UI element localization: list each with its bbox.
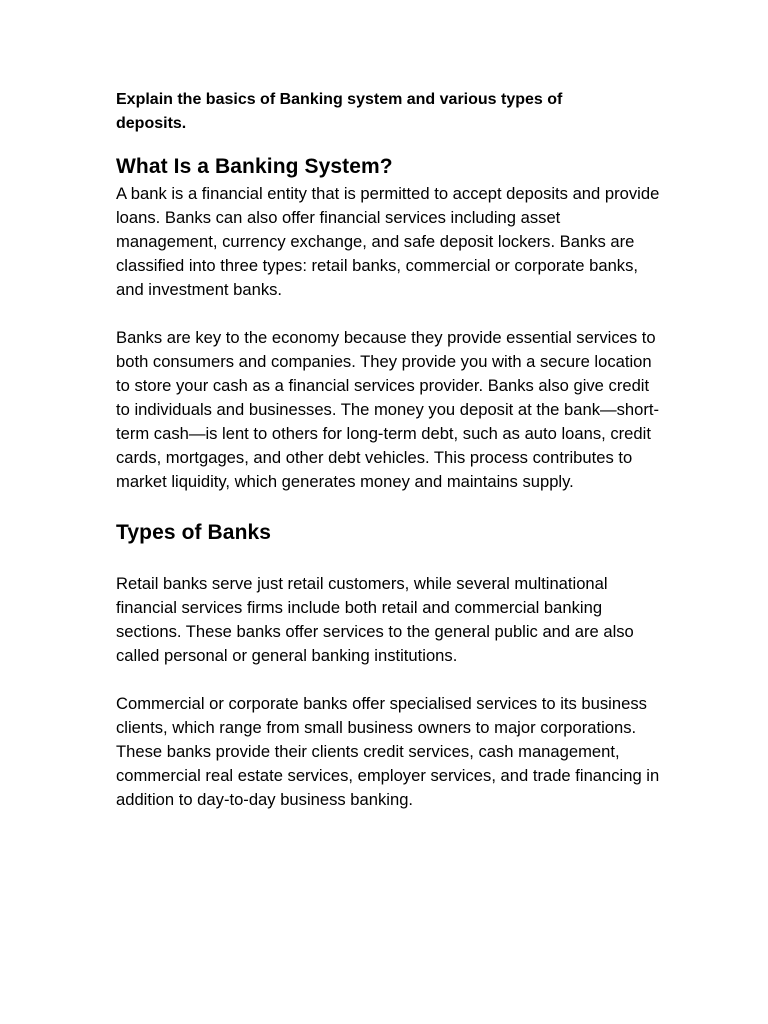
paragraph-bank-economy: Banks are key to the economy because they provide essential services to both consumers and companies. They provide you with a secure location to store your cash as a financial services provider. Banks also give credit to individuals and businesses. The money you deposit at the bank—short-term cash—is lent to others for long-term debt, such as auto loans, credit cards, mortgages, and other debt vehicles. This process contributes to market liquidity, which generates money and maintains supply. — [116, 328, 659, 491]
section-heading-banking-system: What Is a Banking System? — [116, 155, 393, 178]
paragraph-retail-banks: Retail banks serve just retail customers, while several multinational financial services firms include both retail and commercial banking sections. These banks offer services to the general public and are also called personal or general banking institutions. — [116, 574, 634, 665]
question-text: Explain the basics of Banking system and various types of deposits. — [116, 91, 563, 132]
section-heading-types-of-banks: Types of Banks — [116, 521, 272, 544]
paragraph-commercial-banks: Commercial or corporate banks offer specialised services to its business clients, which range from small business owners to major corporations. These banks provide their clients credit services, cash management, commercial real estate services, employer services, and trade financing in addition to day-to-day business banking. — [116, 694, 660, 809]
paragraph-bank-definition: A bank is a financial entity that is permitted to accept deposits and provide loans. Banks can also offer financial services including asset management, currency exchange, and safe deposit lockers. Banks are classified into three types: retail banks, commercial or corporate banks, and investment banks. — [116, 184, 660, 299]
